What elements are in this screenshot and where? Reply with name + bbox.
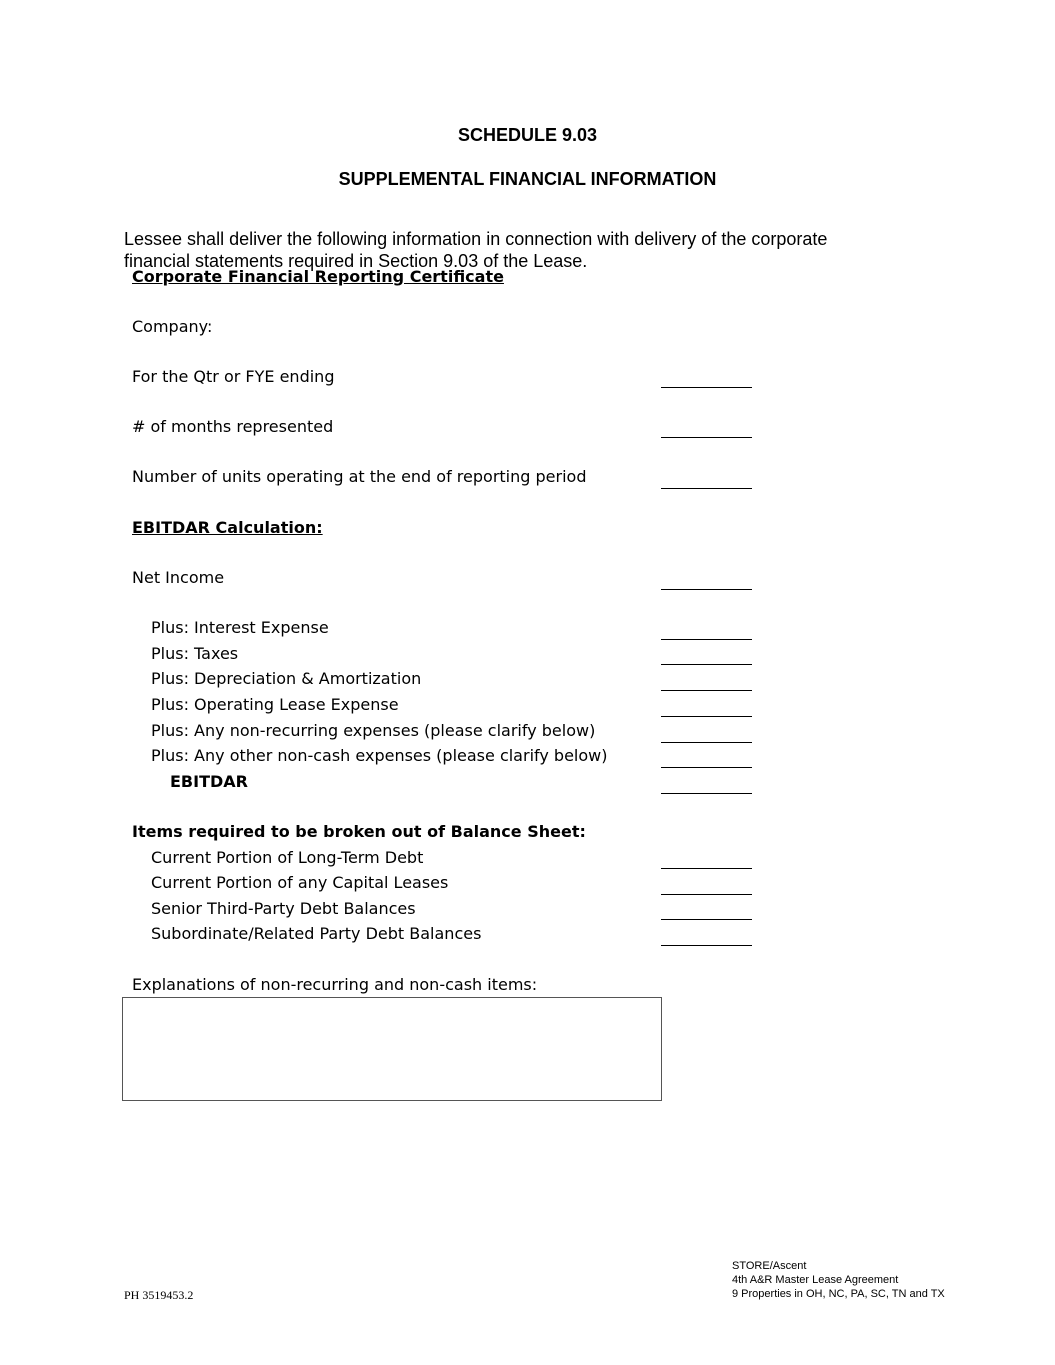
months-field[interactable] [661, 437, 752, 438]
footer-info [732, 1259, 945, 1301]
explanations-box[interactable] [122, 997, 662, 1101]
subordinate-debt-field[interactable] [661, 945, 752, 946]
operating-lease-label: Plus: Operating Lease Expense [151, 695, 399, 714]
certificate-heading: Corporate Financial Reporting Certificate [132, 267, 504, 286]
page-title: SUPPLEMENTAL FINANCIAL INFORMATION [338, 169, 717, 189]
operating-lease-field[interactable] [661, 716, 752, 717]
taxes-label: Plus: Taxes [151, 644, 239, 663]
capital-leases-label: Current Portion of any Capital Leases [151, 873, 449, 892]
units-field[interactable] [661, 488, 752, 489]
explanations-label: Explanations of non-recurring and non-cash items: [132, 975, 538, 994]
capital-leases-field[interactable] [661, 894, 752, 895]
senior-debt-label: Senior Third-Party Debt Balances [151, 899, 416, 918]
net-income-label: Net Income [132, 568, 225, 587]
interest-expense-label: Plus: Interest Expense [151, 618, 329, 637]
balance-sheet-heading: Items required to be broken out of Balance Sheet: [132, 822, 586, 841]
footer-line: STORE/Ascent [732, 1260, 807, 1272]
qtr-fye-label: For the Qtr or FYE ending [132, 367, 335, 386]
ebitdar-total-label: EBITDAR [170, 772, 248, 791]
units-label: Number of units operating at the end of reporting period [132, 467, 587, 486]
document-id: PH 3519453.2 [124, 1288, 194, 1302]
depreciation-label: Plus: Depreciation & Amortization [151, 669, 422, 688]
schedule-number: SCHEDULE 9.03 [457, 125, 598, 145]
non-cash-label: Plus: Any other non-cash expenses (please clarify below) [151, 746, 608, 765]
footer-line: 9 Properties in OH, NC, PA, SC, TN and TX [732, 1288, 945, 1300]
non-cash-field[interactable] [661, 767, 752, 768]
senior-debt-field[interactable] [661, 919, 752, 920]
ebitdar-total-field[interactable] [661, 793, 752, 794]
long-term-debt-field[interactable] [661, 868, 752, 869]
months-label: # of months represented [132, 417, 334, 436]
depreciation-field[interactable] [661, 690, 752, 691]
ebitdar-heading: EBITDAR Calculation: [132, 518, 323, 537]
subordinate-debt-label: Subordinate/Related Party Debt Balances [151, 924, 482, 943]
intro-paragraph: Lessee shall deliver the following information in connection with delivery of the corporate financial statements required in Section 9.03 of the Lease. [124, 229, 828, 271]
taxes-field[interactable] [661, 664, 752, 665]
non-recurring-field[interactable] [661, 742, 752, 743]
qtr-fye-field[interactable] [661, 387, 752, 388]
long-term-debt-label: Current Portion of Long-Term Debt [151, 848, 424, 867]
non-recurring-label: Plus: Any non-recurring expenses (please clarify below) [151, 721, 596, 740]
footer-line: 4th A&R Master Lease Agreement [732, 1274, 899, 1286]
company-label: Company: [132, 317, 213, 336]
interest-expense-field[interactable] [661, 639, 752, 640]
net-income-field[interactable] [661, 589, 752, 590]
